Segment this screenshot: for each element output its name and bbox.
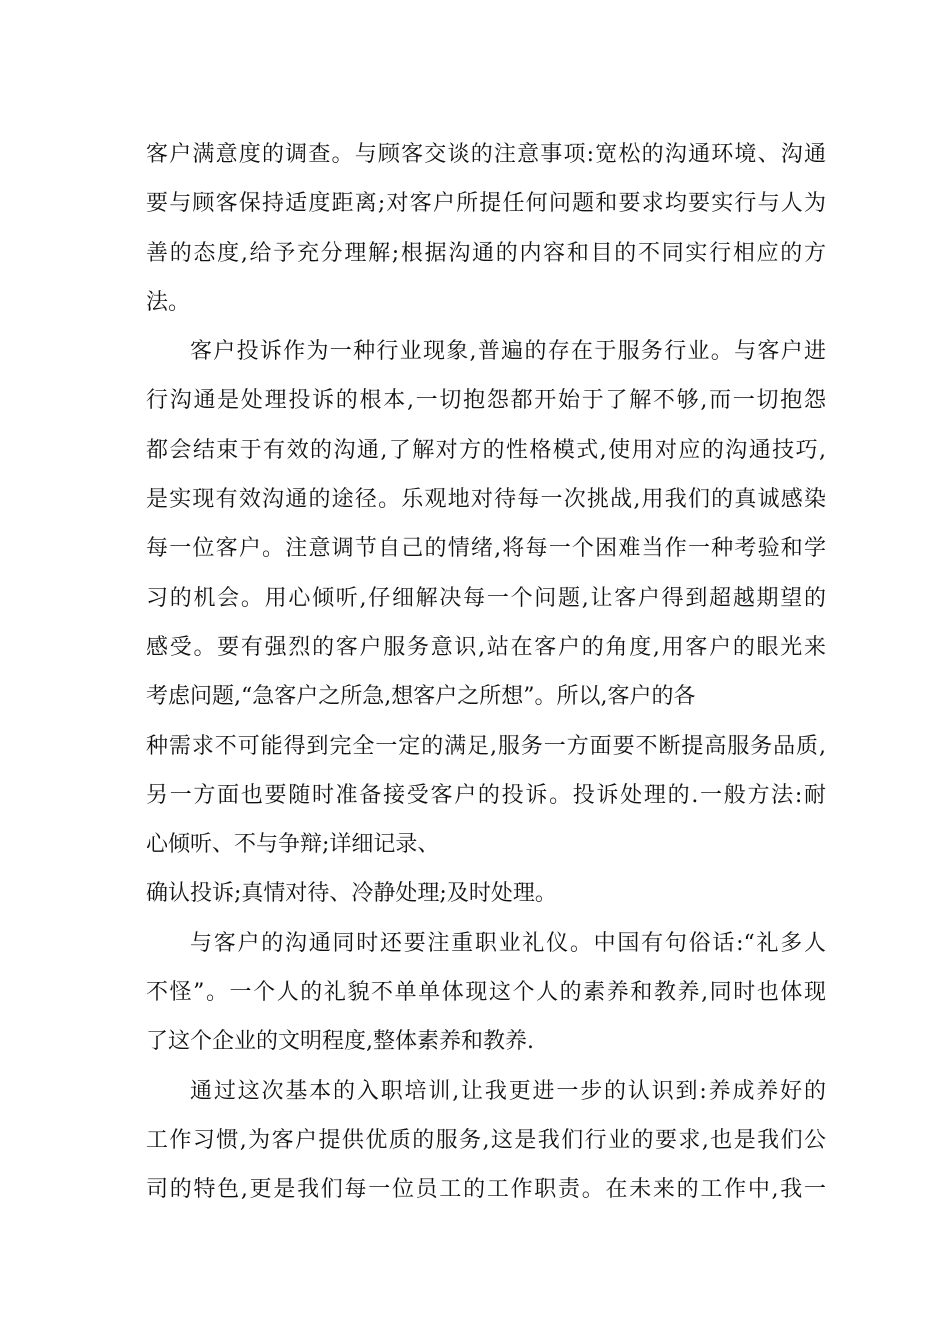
text-line: 确认投诉;真情对待、冷静处理;及时处理。: [146, 881, 557, 907]
text-line: 工作习惯,为客户提供优质的服务,这是我们行业的要求,也是我们公: [146, 1127, 826, 1153]
text-line: 司的特色,更是我们每一位员工的工作职责。在未来的工作中,我一: [146, 1177, 826, 1203]
text-line: 都会结束于有效的沟通,了解对方的性格模式,使用对应的沟通技巧,: [146, 437, 826, 463]
text-line: 通过这次基本的入职培训,让我更进一步的认识到:养成养好的: [190, 1078, 826, 1104]
text-line: 感受。要有强烈的客户服务意识,站在客户的角度,用客户的眼光来: [146, 634, 826, 660]
text-line: 另一方面也要随时准备接受客户的投诉。投诉处理的.一般方法:耐: [146, 782, 826, 808]
text-line: 了这个企业的文明程度,整体素养和教养.: [146, 1029, 534, 1055]
text-line: 每一位客户。注意调节自己的情绪,将每一个困难当作一种考验和学: [146, 536, 826, 562]
text-line: 习的机会。用心倾听,仔细解决每一个问题,让客户得到超越期望的: [146, 585, 826, 611]
text-line: 考虑问题,“急客户之所急,想客户之所想”。所以,客户的各: [146, 684, 696, 710]
text-line: 善的态度,给予充分理解;根据沟通的内容和目的不同实行相应的方: [146, 240, 826, 266]
text-line: 不怪”。一个人的礼貌不单单体现这个人的素养和教养,同时也体现: [146, 980, 826, 1006]
text-line: 种需求不可能得到完全一定的满足,服务一方面要不断提高服务品质,: [146, 733, 826, 759]
text-line: 法。: [146, 289, 191, 315]
text-line: 客户满意度的调查。与顾客交谈的注意事项:宽松的沟通环境、沟通: [146, 142, 826, 167]
text-line: 客户投诉作为一种行业现象,普遍的存在于服务行业。与客户进: [190, 339, 826, 365]
text-line: 心倾听、不与争辩;详细记录、: [146, 832, 440, 858]
text-line: 行沟通是处理投诉的根本,一切抱怨都开始于了解不够,而一切抱怨: [146, 388, 826, 414]
text-line: 是实现有效沟通的途径。乐观地对待每一次挑战,用我们的真诚感染: [146, 487, 826, 513]
document-body: [146, 130, 826, 1215]
text-line: 与客户的沟通同时还要注重职业礼仪。中国有句俗话:“礼多人: [190, 930, 826, 956]
text-line: 要与顾客保持适度距离;对客户所提任何问题和要求均要实行与人为: [146, 191, 826, 217]
